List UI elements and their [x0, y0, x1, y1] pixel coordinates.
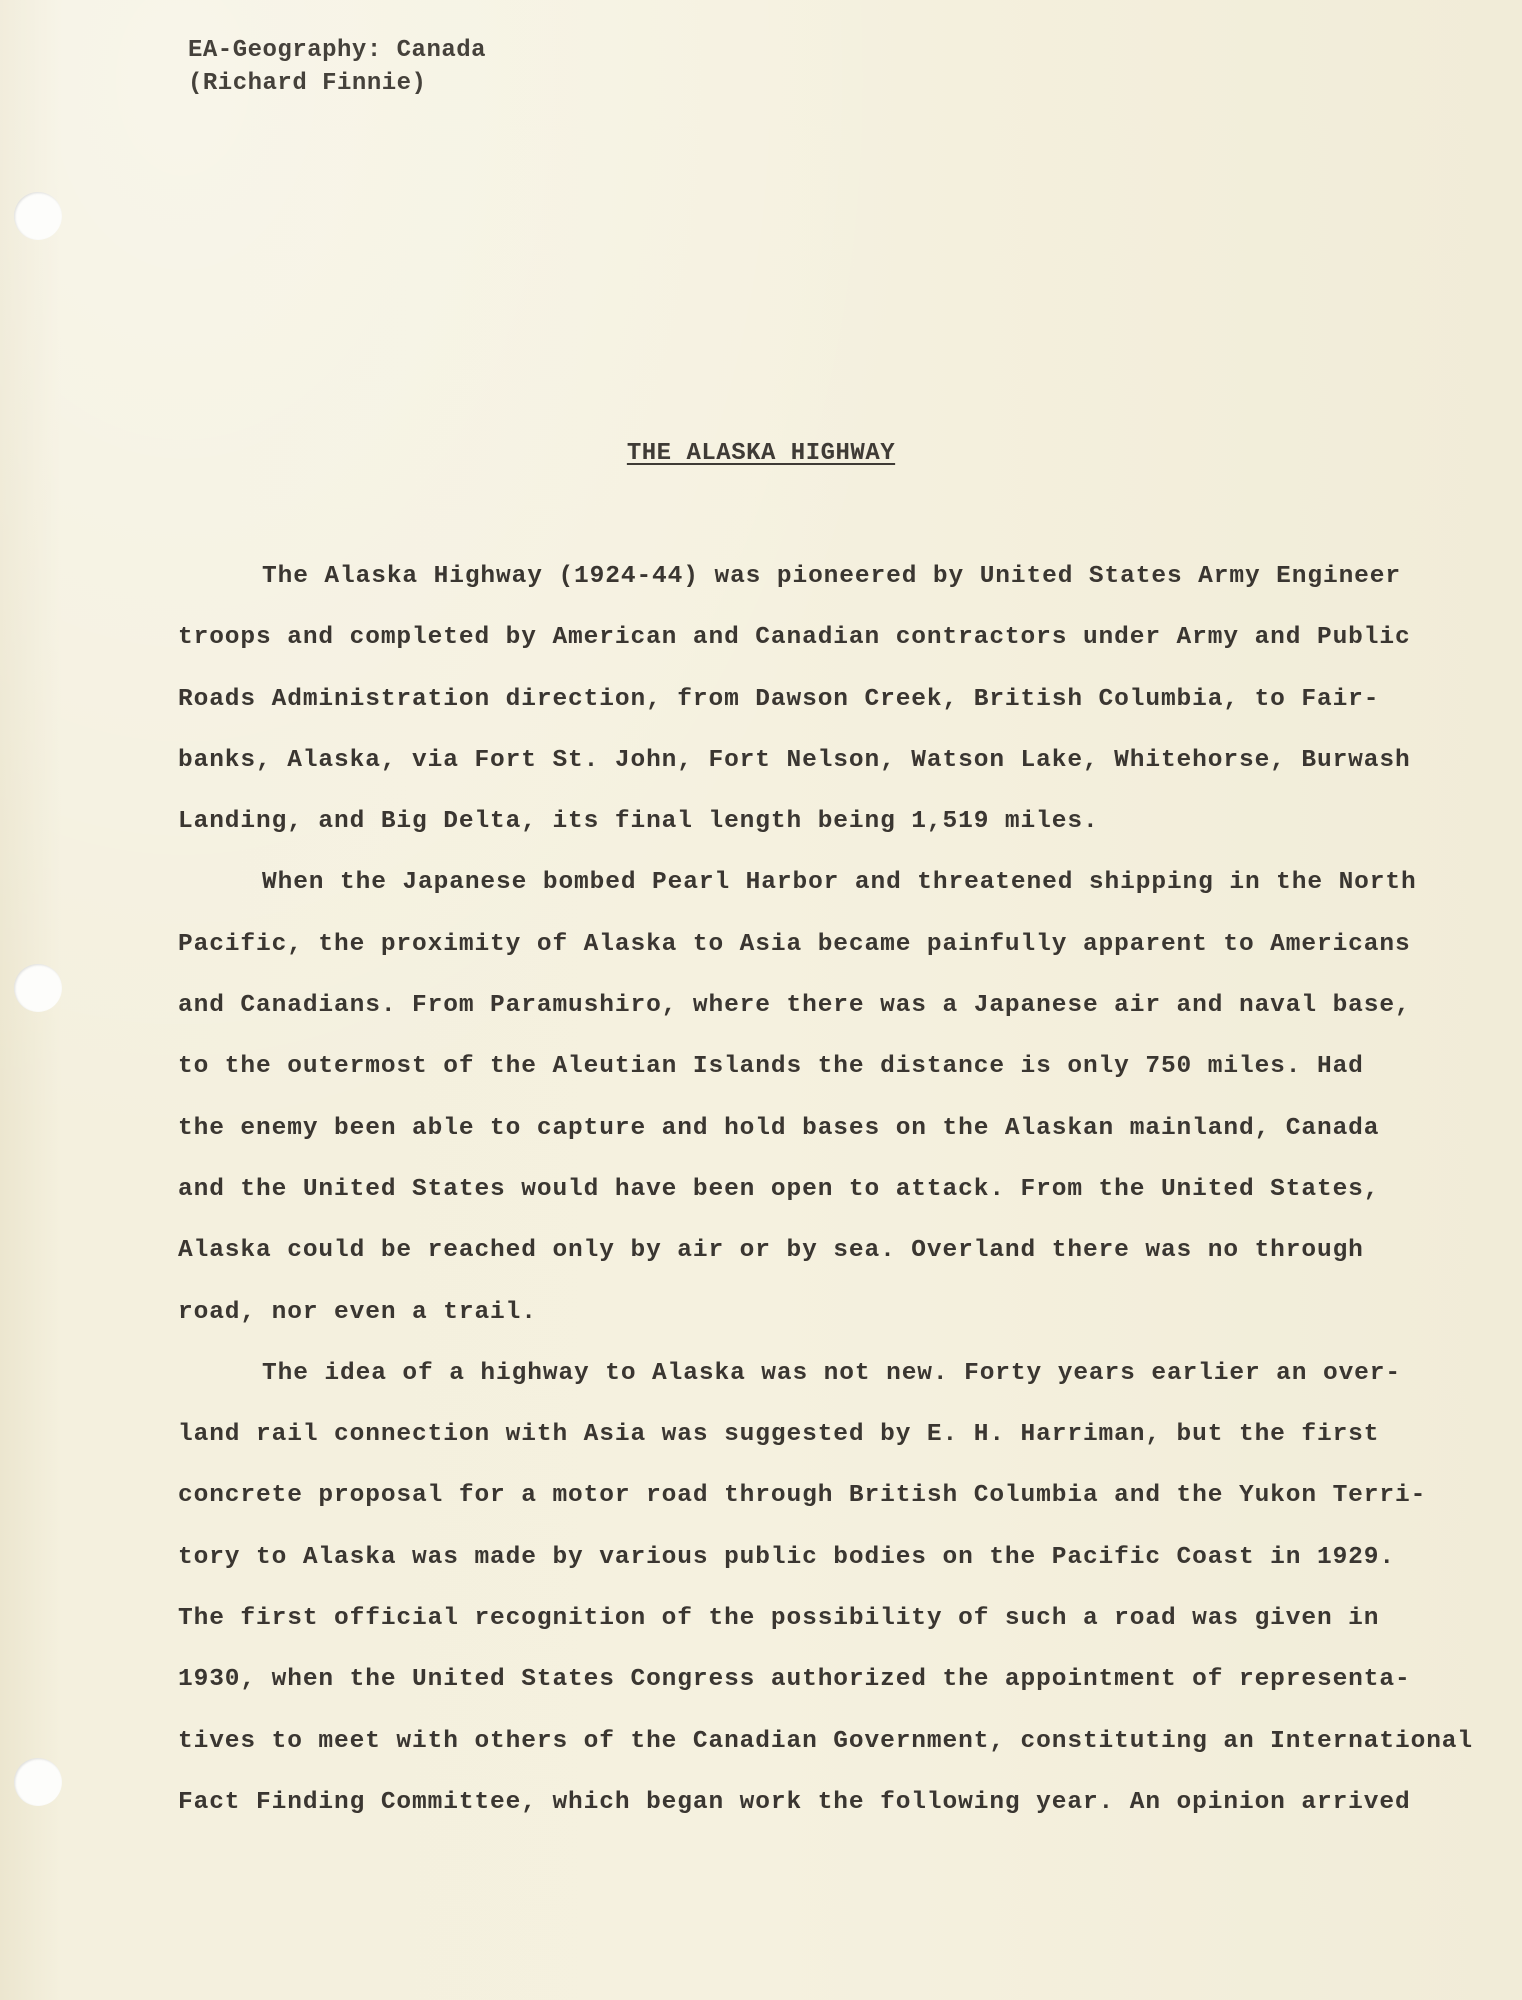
document-header: [188, 34, 486, 100]
header-line-category: EA-Geography: Canada: [188, 37, 487, 64]
document-title: THE ALASKA HIGHWAY: [626, 440, 896, 467]
text-line: Roads Administration direction, from Dawson Creek, British Columbia, to Fair-: [178, 685, 1380, 713]
text-line: When the Japanese bombed Pearl Harbor and threatened shipping in the North: [262, 869, 1417, 897]
text-line: road, nor even a trail.: [178, 1298, 537, 1326]
text-line: and the United States would have been open to attack. From the United States,: [178, 1175, 1380, 1203]
text-line: tives to meet with others of the Canadian Government, constituting an International: [178, 1727, 1473, 1755]
text-line: and Canadians. From Paramushiro, where there was a Japanese air and naval base,: [178, 992, 1411, 1020]
text-line: the enemy been able to capture and hold bases on the Alaskan mainland, Canada: [178, 1114, 1380, 1142]
text-line: concrete proposal for a motor road through British Columbia and the Yukon Terri-: [178, 1482, 1427, 1510]
text-line: banks, Alaska, via Fort St. John, Fort Nelson, Watson Lake, Whitehorse, Burwash: [178, 746, 1411, 774]
text-line: tory to Alaska was made by various public bodies on the Pacific Coast in 1929.: [178, 1543, 1395, 1571]
text-line: The first official recognition of the possibility of such a road was given in: [178, 1605, 1380, 1633]
punch-hole-bottom: [14, 1758, 62, 1806]
text-line: Landing, and Big Delta, its final length being 1,519 miles.: [178, 808, 1099, 836]
text-line: The idea of a highway to Alaska was not new. Forty years earlier an over-: [262, 1359, 1401, 1387]
punch-hole-top: [14, 192, 62, 240]
text-line: to the outermost of the Aleutian Islands the distance is only 750 miles. Had: [178, 1053, 1364, 1081]
text-line: Fact Finding Committee, which began work the following year. An opinion arrived: [178, 1788, 1411, 1816]
punch-hole-middle: [14, 964, 62, 1012]
text-line: 1930, when the United States Congress authorized the appointment of representa-: [178, 1666, 1411, 1694]
text-line: land rail connection with Asia was suggested by E. H. Harriman, but the first: [178, 1421, 1380, 1449]
text-line: The Alaska Highway (1924-44) was pioneered by United States Army Engineer: [262, 563, 1401, 590]
header-line-author: (Richard Finnie): [188, 70, 427, 97]
document-body: [178, 555, 1473, 1842]
text-line: Alaska could be reached only by air or by sea. Overland there was no through: [178, 1237, 1364, 1265]
text-line: Pacific, the proximity of Alaska to Asia became painfully apparent to Americans: [178, 930, 1411, 958]
text-line: troops and completed by American and Canadian contractors under Army and Public: [178, 624, 1411, 652]
